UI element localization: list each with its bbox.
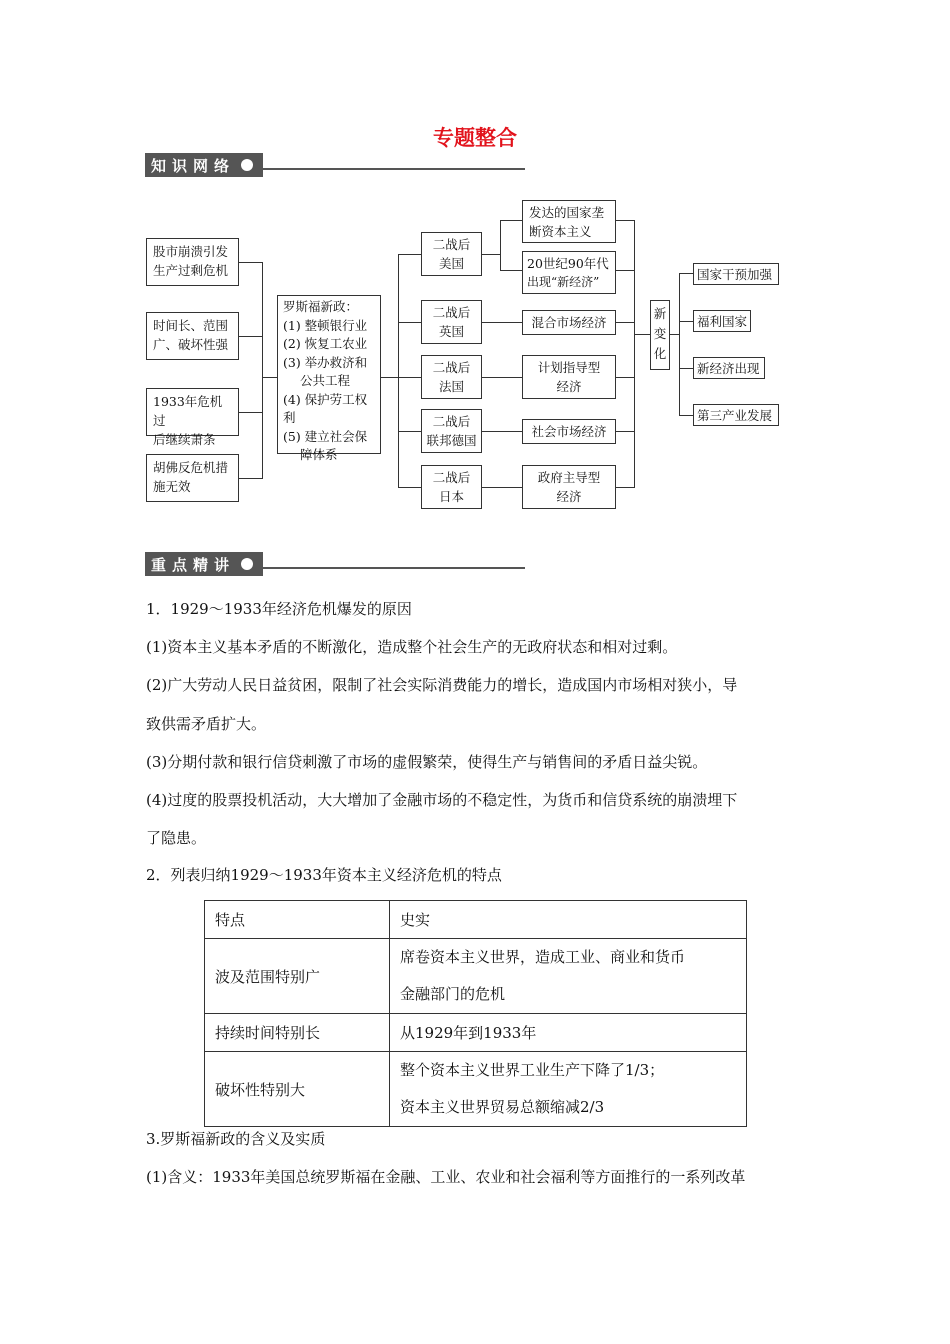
paragraph: (4)过度的股票投机活动，大大增加了金融市场的不稳定性，为货币和信贷系统的崩溃埋下	[146, 791, 738, 809]
result-box-welfare-state	[693, 310, 751, 332]
table-cell-facts	[390, 939, 747, 1014]
box-line: 二战后	[432, 414, 471, 429]
box-line: 障体系	[300, 447, 338, 462]
economy-box-social-market	[522, 419, 616, 444]
box-line: 第三产业发展	[697, 408, 773, 423]
connector	[239, 478, 263, 479]
box-line: 二战后	[432, 237, 471, 252]
feature-box-hoover	[146, 454, 239, 502]
bullet-dot-icon	[241, 159, 253, 171]
features-table	[204, 900, 747, 1127]
economy-box-monopoly	[522, 200, 616, 243]
new-change-box	[650, 300, 670, 370]
table-cell-facts	[390, 1052, 747, 1127]
section-label: 重点精讲	[145, 552, 263, 576]
box-line: 发达的国家垄	[529, 205, 605, 220]
page-title: 专题整合	[433, 126, 517, 150]
roosevelt-new-deal-box	[277, 295, 381, 462]
table-header-cell: 特点	[205, 901, 390, 939]
paragraph: (1)资本主义基本矛盾的不断激化，造成整个社会生产的无政府状态和相对过剩。	[146, 638, 678, 656]
paragraph: (3)分期付款和银行信贷刺激了市场的虚假繁荣，使得生产与销售间的矛盾日益尖锐。	[146, 753, 708, 771]
box-line: (2) 恢复工农业	[283, 336, 368, 351]
heading-features: 2．列表归纳1929～1933年资本主义经济危机的特点	[146, 866, 502, 884]
cell-line: 整个资本主义世界工业生产下降了1/3；	[400, 1061, 665, 1079]
feature-box-scope	[146, 312, 239, 360]
connector	[398, 254, 421, 255]
connector	[262, 377, 277, 378]
box-line: 罗斯福新政：	[283, 299, 359, 314]
box-line: 生产过剩危机	[153, 263, 229, 278]
connector	[381, 377, 399, 378]
box-line: 公共工程	[300, 373, 351, 388]
box-line: 福利国家	[697, 314, 748, 329]
heading-new-deal: 3.罗斯福新政的含义及实质	[146, 1130, 326, 1148]
box-line: 广、破坏性强	[153, 337, 229, 352]
cell-line: 金融部门的危机	[400, 985, 506, 1003]
box-line: 股市崩溃引发	[153, 244, 229, 259]
connector	[616, 431, 635, 432]
section-divider	[263, 168, 525, 170]
box-line: 出现“新经济”	[527, 275, 600, 289]
table-cell-facts	[390, 1014, 747, 1052]
box-line: 时间长、范围	[153, 318, 229, 333]
box-line: 20世纪90年代	[527, 256, 609, 271]
economy-box-planned-guidance	[522, 355, 616, 399]
table-row	[205, 939, 747, 1014]
country-box-usa	[421, 232, 482, 276]
connector	[398, 377, 421, 378]
connector	[616, 270, 635, 271]
cause-box-stock-crash	[146, 238, 239, 286]
box-line: 日本	[438, 489, 464, 504]
connector	[634, 334, 650, 335]
country-box-japan	[421, 465, 482, 509]
connector	[616, 220, 635, 221]
table-cell-feature: 波及范围特别广	[205, 939, 390, 1014]
country-box-west-germany	[421, 409, 482, 453]
country-box-france	[421, 355, 482, 399]
box-line: 经济	[556, 489, 582, 504]
economy-box-government-led	[522, 465, 616, 509]
box-line: 二战后	[432, 470, 471, 485]
feature-box-depression	[146, 388, 239, 447]
box-line: 计划指导型	[537, 360, 601, 375]
connector	[398, 322, 421, 323]
connector	[398, 254, 399, 488]
connector	[398, 431, 421, 432]
heading-causes: 1．1929～1933年经济危机爆发的原因	[146, 600, 412, 618]
box-line: 混合市场经济	[531, 315, 607, 330]
box-line: 政府主导型	[537, 470, 601, 485]
box-line: 后继续萧条	[153, 432, 216, 447]
box-line: 新经济出现	[697, 361, 760, 376]
connector	[398, 487, 421, 488]
connector	[482, 431, 522, 432]
paragraph: 了隐患。	[146, 829, 207, 847]
connector	[239, 336, 263, 337]
result-box-state-intervention	[693, 263, 779, 285]
table-header-row	[205, 901, 747, 939]
box-line: (4) 保护劳工权利	[283, 391, 368, 425]
connector	[616, 322, 635, 323]
section-label: 知识网络	[145, 153, 263, 177]
connector	[500, 220, 522, 221]
table-header-cell: 史实	[390, 901, 747, 939]
connector	[482, 322, 522, 323]
country-box-uk	[421, 300, 482, 344]
connector	[239, 262, 263, 263]
connector	[616, 377, 635, 378]
box-line: (1) 整顿银行业	[283, 317, 368, 333]
box-line: 1933年危机过	[153, 394, 223, 428]
connector	[239, 412, 263, 413]
table-row	[205, 1014, 747, 1052]
connector	[679, 415, 693, 416]
paragraph: 致供需矛盾扩大。	[146, 715, 267, 733]
table-cell-feature: 持续时间特别长	[205, 1014, 390, 1052]
economy-box-mixed-market	[522, 310, 616, 335]
box-line: 经济	[556, 379, 582, 394]
table-cell-feature: 破坏性特别大	[205, 1052, 390, 1127]
connector	[482, 254, 501, 255]
result-box-new-economy	[693, 357, 765, 379]
connector	[500, 220, 501, 270]
box-line: 胡佛反危机措	[153, 460, 229, 475]
connector	[262, 262, 263, 479]
box-line: 社会市场经济	[531, 424, 607, 439]
cell-line: 从1929年到1933年	[400, 1024, 537, 1042]
box-line: 化	[653, 346, 667, 361]
box-line: 施无效	[153, 479, 191, 494]
cell-line: 席卷资本主义世界，造成工业、商业和货币	[400, 948, 686, 966]
connector	[482, 487, 522, 488]
paragraph: (1)含义：1933年美国总统罗斯福在金融、工业、农业和社会福利等方面推行的一系列改革	[146, 1168, 746, 1186]
box-line: 法国	[438, 379, 464, 394]
box-line: 国家干预加强	[697, 267, 773, 282]
box-line: 联邦德国	[426, 433, 477, 448]
section-divider	[263, 567, 525, 569]
paragraph: (2)广大劳动人民日益贫困，限制了社会实际消费能力的增长，造成国内市场相对狭小，导	[146, 676, 738, 694]
result-box-tertiary-industry	[693, 404, 779, 426]
connector	[679, 273, 680, 416]
box-line: 二战后	[432, 305, 471, 320]
connector	[616, 487, 635, 488]
economy-box-new-economy	[522, 251, 616, 294]
bullet-dot-icon	[241, 558, 253, 570]
connector	[679, 273, 693, 274]
connector	[482, 377, 522, 378]
connector	[500, 270, 522, 271]
connector	[679, 321, 693, 322]
box-line: 英国	[438, 324, 464, 339]
table-row	[205, 1052, 747, 1127]
box-line: 美国	[438, 256, 464, 271]
box-line: (5) 建立社会保	[283, 428, 368, 444]
box-line: 新	[653, 306, 667, 321]
box-line: 二战后	[432, 360, 471, 375]
cell-line: 资本主义世界贸易总额缩减2/3	[400, 1098, 605, 1116]
box-line: (3) 举办救济和	[283, 354, 368, 370]
box-line: 变	[653, 326, 667, 341]
connector	[679, 368, 693, 369]
connector	[634, 220, 635, 488]
box-line: 断资本主义	[529, 224, 592, 239]
